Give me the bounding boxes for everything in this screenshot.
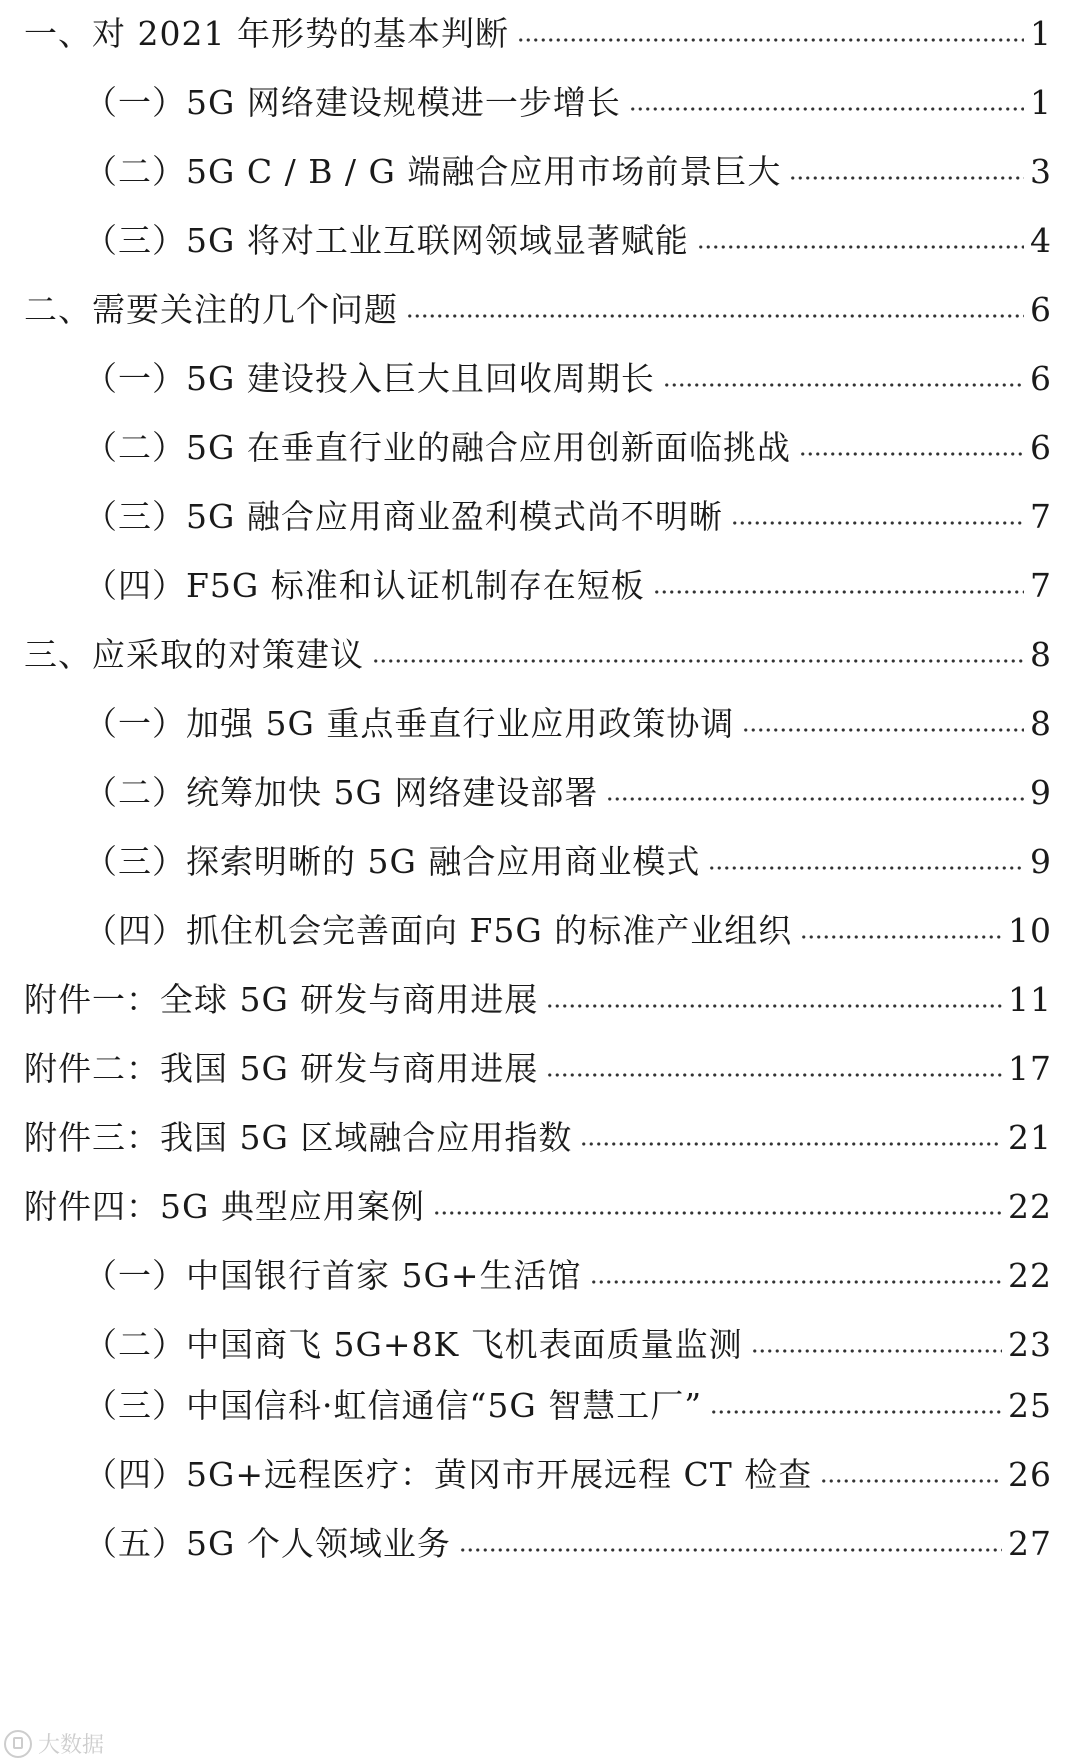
toc-dot-leader xyxy=(459,1545,1002,1555)
toc-entry-section-3[interactable] xyxy=(24,631,1052,679)
toc-entry-appendix-4-2[interactable] xyxy=(84,1321,1052,1369)
toc-entry-title: 附件三：我国 5G 区域融合应用指数 xyxy=(24,1118,573,1157)
toc-dot-leader xyxy=(663,380,1024,390)
toc-entry-section-3-2[interactable] xyxy=(84,769,1052,817)
toc-page-number: 8 xyxy=(1030,635,1052,674)
toc-entry-title: （一）5G 网络建设规模进一步增长 xyxy=(84,83,621,122)
toc-dot-leader xyxy=(710,1407,1002,1417)
toc-dot-leader xyxy=(590,1277,1003,1287)
toc-dot-leader xyxy=(372,656,1024,666)
toc-page-number: 4 xyxy=(1030,221,1052,260)
toc-entry-appendix-3[interactable] xyxy=(24,1114,1052,1162)
toc-entry-title: 一、对 2021 年形势的基本判断 xyxy=(24,14,509,53)
toc-entry-title: （一）加强 5G 重点垂直行业应用政策协调 xyxy=(84,704,735,743)
toc-entry-title: （三）中国信科·虹信通信“5G 智慧工厂” xyxy=(84,1386,703,1425)
toc-dot-leader xyxy=(653,587,1024,597)
toc-entry-section-3-4[interactable] xyxy=(84,907,1052,955)
toc-page-number: 21 xyxy=(1008,1118,1052,1157)
toc-entry-title: （一）中国银行首家 5G+生活馆 xyxy=(84,1256,582,1295)
toc-page-number: 10 xyxy=(1008,911,1052,950)
toc-entry-section-3-3[interactable] xyxy=(84,838,1052,886)
toc-entry-title: （二）中国商飞 5G+8K 飞机表面质量监测 xyxy=(84,1325,743,1364)
toc-dot-leader xyxy=(751,1346,1002,1356)
toc-dot-leader xyxy=(546,1070,1002,1080)
toc-dot-leader xyxy=(731,518,1024,528)
toc-entry-appendix-4-3[interactable] xyxy=(84,1382,1052,1430)
toc-entry-title: （二）5G C / B / G 端融合应用市场前景巨大 xyxy=(84,152,782,191)
watermark xyxy=(4,1728,104,1759)
toc-entry-section-2-2[interactable] xyxy=(84,424,1052,472)
toc-entry-section-1-3[interactable] xyxy=(84,217,1052,265)
toc-page-number: 23 xyxy=(1008,1325,1052,1364)
toc-entry-appendix-2[interactable] xyxy=(24,1045,1052,1093)
toc-entry-appendix-4-1[interactable] xyxy=(84,1252,1052,1300)
toc-dot-leader xyxy=(406,311,1024,321)
toc-entry-section-2-3[interactable] xyxy=(84,493,1052,541)
watermark-logo-icon xyxy=(4,1730,32,1758)
toc-entry-section-1[interactable] xyxy=(24,10,1052,58)
toc-page-number: 7 xyxy=(1030,566,1052,605)
toc-dot-leader xyxy=(708,863,1024,873)
toc-entry-title: （一）5G 建设投入巨大且回收周期长 xyxy=(84,359,655,398)
toc-page-number: 6 xyxy=(1030,359,1052,398)
toc-page-number: 6 xyxy=(1030,290,1052,329)
toc-entry-title: （三）探索明晰的 5G 融合应用商业模式 xyxy=(84,842,701,881)
toc-entry-appendix-1[interactable] xyxy=(24,976,1052,1024)
toc-dot-leader xyxy=(517,35,1024,45)
toc-dot-leader xyxy=(546,1001,1002,1011)
toc-entry-title: （三）5G 融合应用商业盈利模式尚不明晰 xyxy=(84,497,723,536)
toc-page-number: 7 xyxy=(1030,497,1052,536)
toc-page-number: 1 xyxy=(1030,14,1052,53)
toc-entry-title: 三、应采取的对策建议 xyxy=(24,635,364,674)
toc-entry-title: （四）抓住机会完善面向 F5G 的标准产业组织 xyxy=(84,911,793,950)
toc-entry-appendix-4-5[interactable] xyxy=(84,1520,1052,1568)
toc-dot-leader xyxy=(606,794,1024,804)
toc-page-number: 1 xyxy=(1030,83,1052,122)
toc-page-number: 8 xyxy=(1030,704,1052,743)
toc-dot-leader xyxy=(742,725,1024,735)
toc-entry-section-2-4[interactable] xyxy=(84,562,1052,610)
toc-entry-title: （二）统筹加快 5G 网络建设部署 xyxy=(84,773,599,812)
toc-page-number: 3 xyxy=(1030,152,1052,191)
toc-page-number: 22 xyxy=(1008,1187,1052,1226)
toc-page-number: 22 xyxy=(1008,1256,1052,1295)
toc-page-number: 6 xyxy=(1030,428,1052,467)
toc-dot-leader xyxy=(800,932,1002,942)
toc-entry-section-2[interactable] xyxy=(24,286,1052,334)
toc-entry-section-1-1[interactable] xyxy=(84,79,1052,127)
toc-entry-section-2-1[interactable] xyxy=(84,355,1052,403)
toc-entry-title: （四）5G+远程医疗：黄冈市开展远程 CT 检查 xyxy=(84,1455,813,1494)
toc-dot-leader xyxy=(820,1476,1002,1486)
toc-dot-leader xyxy=(433,1208,1002,1218)
toc-entry-title: （五）5G 个人领域业务 xyxy=(84,1524,451,1563)
toc-entry-title: 二、需要关注的几个问题 xyxy=(24,290,398,329)
toc-page-number: 27 xyxy=(1008,1524,1052,1563)
toc-entry-section-1-2[interactable] xyxy=(84,148,1052,196)
toc-dot-leader xyxy=(629,104,1024,114)
toc-entry-title: （二）5G 在垂直行业的融合应用创新面临挑战 xyxy=(84,428,791,467)
toc-entry-appendix-4[interactable] xyxy=(24,1183,1052,1231)
toc-page-number: 17 xyxy=(1008,1049,1052,1088)
watermark-text: 大数据 xyxy=(38,1733,105,1758)
toc-page-number: 25 xyxy=(1008,1386,1052,1425)
toc-entry-appendix-4-4[interactable] xyxy=(84,1451,1052,1499)
toc-entry-title: 附件一：全球 5G 研发与商用进展 xyxy=(24,980,539,1019)
toc-page-number: 9 xyxy=(1030,842,1052,881)
toc-page-number: 11 xyxy=(1008,980,1052,1019)
toc-page-number: 9 xyxy=(1030,773,1052,812)
toc-dot-leader xyxy=(697,242,1024,252)
toc-entry-title: （三）5G 将对工业互联网领域显著赋能 xyxy=(84,221,689,260)
toc-page-number: 26 xyxy=(1008,1455,1052,1494)
toc-entry-title: 附件二：我国 5G 研发与商用进展 xyxy=(24,1049,539,1088)
toc-dot-leader xyxy=(789,173,1024,183)
toc-dot-leader xyxy=(580,1139,1002,1149)
toc-dot-leader xyxy=(799,449,1024,459)
toc-entry-section-3-1[interactable] xyxy=(84,700,1052,748)
toc-entry-title: 附件四：5G 典型应用案例 xyxy=(24,1187,425,1226)
toc-entry-title: （四）F5G 标准和认证机制存在短板 xyxy=(84,566,645,605)
